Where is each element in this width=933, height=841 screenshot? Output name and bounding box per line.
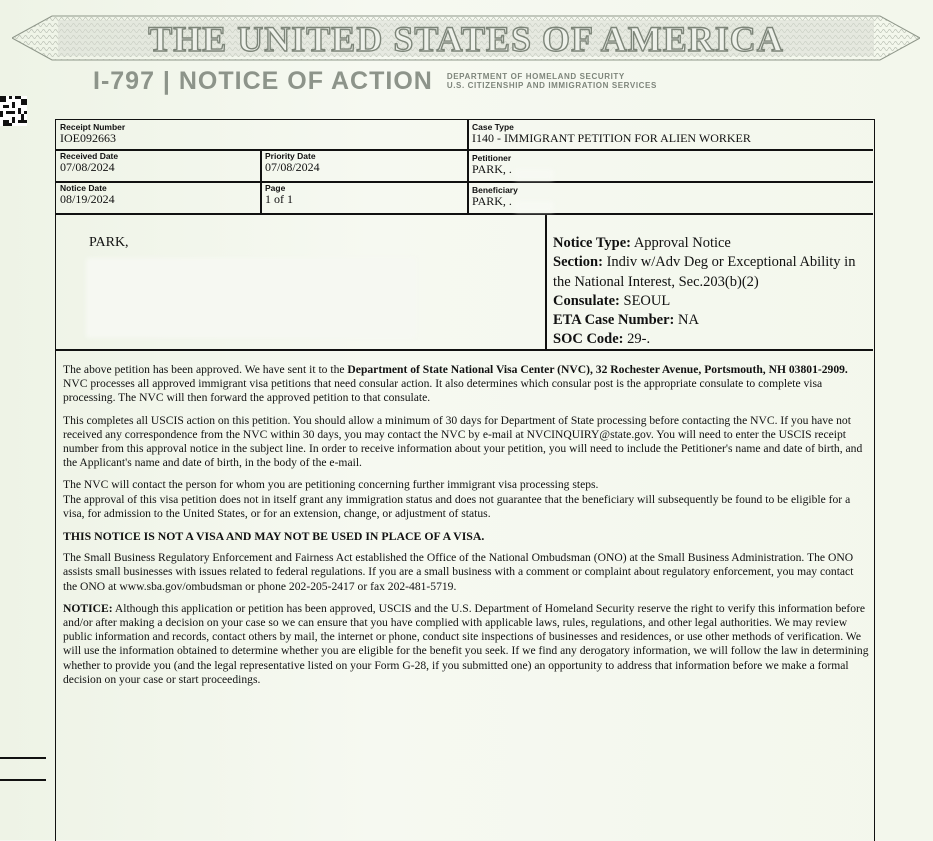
agency-line-1: DEPARTMENT OF HOMELAND SECURITY — [446, 72, 625, 81]
banner — [12, 10, 920, 66]
notice-date: 08/19/2024 — [60, 192, 115, 206]
case-type: I140 - IMMIGRANT PETITION FOR ALIEN WORKER — [472, 131, 751, 145]
consulate-row: Consulate: SEOUL — [553, 292, 671, 309]
paragraph-nvc-contact: This completes all USCIS action on this petition. You should allow a minimum of 30 days for Department of State processing before contacting the NVC. If you have not received any correspondence from the NVC within 30 days, you may contact the NVC by e-mail at NVCINQUIRY@state.gov. You will need to enter the USCIS receipt number from this approval notice in the subject line. In order to receive information about your petition, you will need to include the Petitioner's name and date of birth, and the Applicant's name and date of birth, in the body of the e-mail. — [63, 413, 863, 470]
redaction — [514, 169, 554, 180]
notice-form — [55, 119, 875, 841]
notice-body — [63, 363, 870, 695]
notice-details — [553, 234, 873, 350]
received-date: 07/08/2024 — [60, 160, 115, 174]
banner-ornament — [12, 10, 920, 66]
received-date-cell — [56, 151, 259, 174]
priority-date-cell — [261, 151, 466, 174]
section: Indiv w/Adv Deg or Exceptional Ability in the National Interest, Sec.203(b)(2) — [553, 254, 856, 290]
paragraph-approval: The above petition has been approved. We have sent it to the Department of State National Visa Center (NVC), 32 Rochester Avenue, Portsmouth, NH 03801-2909. NVC processes all approved immigrant visa petitions that need consular action. It also determines which consular post is the appropriate consulate to complete visa processing. The NVC will then forward the approved petition to that consulate. — [63, 363, 848, 405]
paragraph-status: The NVC will contact the person for whom you are petitioning concerning further immigrant visa processing steps. The approval of this visa petition does not in itself grant any immigration status and does not guarantee that the beneficiary will subsequently be found to be eligible for a visa, for admission to the United States, or for an extension, change, or adjustment of status. — [63, 478, 851, 520]
notice-type: Approval Notice — [633, 235, 731, 251]
address-redaction — [86, 258, 416, 338]
page-number: 1 of 1 — [265, 192, 293, 206]
redaction — [514, 201, 554, 212]
page-cell — [261, 183, 466, 206]
receipt-number-cell — [56, 122, 466, 145]
margin-mark — [0, 757, 46, 759]
page-label: Page — [265, 183, 286, 193]
form-header — [93, 66, 657, 96]
banner-title: THE UNITED STATES OF AMERICA — [148, 19, 784, 59]
agency-name — [447, 72, 657, 90]
notice-date-label: Notice Date — [60, 183, 107, 193]
soc-code: 29-. — [627, 331, 651, 348]
not-a-visa-notice: THIS NOTICE IS NOT A VISA AND MAY NOT BE USED IN PLACE OF A VISA. — [63, 529, 485, 544]
petitioner-name: PARK, . — [472, 162, 512, 176]
notice-type-row: Notice Type: Approval Notice — [553, 235, 731, 251]
soc-row: SOC Code: 29-. — [553, 331, 651, 348]
receipt-number-label: Receipt Number — [60, 122, 126, 132]
eta-row: ETA Case Number: NA — [553, 312, 699, 329]
form-title: I-797 | NOTICE OF ACTION — [93, 66, 433, 95]
mailing-address-name: PARK, — [89, 235, 129, 250]
paragraph-verification: NOTICE: Although this application or petition has been approved, USCIS and the U.S. Department of Homeland Security reserve the right to verify this information before and/or after making a decision on your case so we can ensure that you have complied with applicable laws, rules, regulations, and other legal authorities. We may review public information and records, contact others by mail, the internet or phone, conduct site inspections of businesses and residences, or use other methods of verification. We will use the information obtained to determine whether you are eligible for the benefit you seek. If we find any derogatory information, we will follow the law in determining whether to provide you (and the legal representative listed on your Form G-28, if you submitted one) an opportunity to address that information before we make a formal decision on your case or start proceedings. — [63, 601, 869, 686]
paragraph-ombudsman: The Small Business Regulatory Enforcement and Fairness Act established the Office of the National Ombudsman (ONO) at the Small Business Administration. The ONO assists small businesses with issues related to federal regulations. If you are a small business with a comment or complaint about regulatory enforcement, you may contact the ONO at www.sba.gov/ombudsman or phone 202-205-2417 or fax 202-481-5719. — [63, 551, 854, 593]
beneficiary-name: PARK, . — [472, 194, 512, 208]
eta-case-number: NA — [678, 312, 699, 329]
priority-date-label: Priority Date — [265, 151, 316, 161]
agency-line-2: U.S. CITIZENSHIP AND IMMIGRATION SERVICES — [446, 81, 657, 90]
receipt-number: IOE092663 — [60, 131, 116, 145]
received-date-label: Received Date — [60, 151, 119, 161]
priority-date: 07/08/2024 — [265, 160, 320, 174]
consulate: SEOUL — [623, 292, 671, 309]
notice-date-cell — [56, 183, 259, 206]
qr-code — [0, 96, 27, 126]
case-type-cell — [468, 122, 872, 145]
section-row: Section: Indiv w/Adv Deg or Exceptional Ability in the National Interest, Sec.203(b)(2) — [553, 254, 856, 290]
beneficiary-label: Beneficiary — [472, 185, 518, 195]
margin-mark — [0, 779, 46, 781]
case-type-label: Case Type — [472, 122, 514, 132]
petitioner-label: Petitioner — [472, 153, 512, 163]
